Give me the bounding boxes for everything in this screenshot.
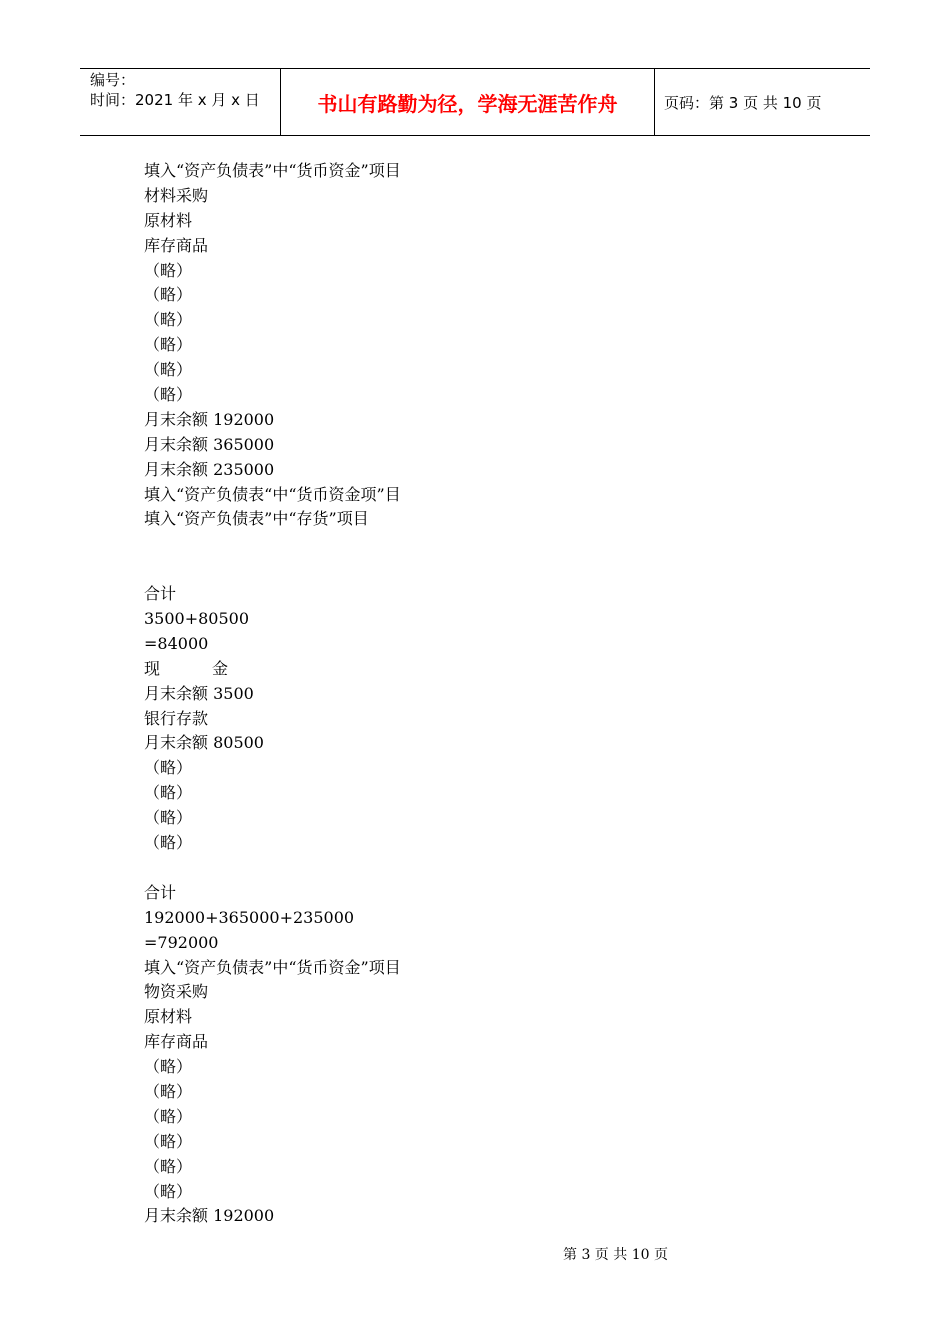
text-line [144,856,844,881]
serial-label: 编号： [90,71,136,89]
text-line: 月末余额 192000 [144,409,275,429]
text-line: 合计 [144,584,177,604]
text-line: 月末余额 365000 [144,434,275,454]
text-line: （略） [144,783,193,803]
text-line: 合计 [144,882,177,902]
text-line [144,557,844,582]
time-label: 时间：2021 年 x 月 x 日 [90,91,260,109]
text-line: 材料采购 [144,185,209,205]
text-line: 192000+365000+235000 [144,907,355,927]
text-line: （略） [144,833,193,853]
motto-text: 书山有路勤为径，学海无涯苦作舟 [317,92,618,116]
text-line: 填入“资产负债表”中“货币资金”项目 [144,957,401,977]
text-line: 3500+80500 [144,609,250,629]
text-line: 银行存款 [144,708,209,728]
document-body [144,159,844,1229]
header-info-cell [80,69,281,135]
text-line: （略） [144,1081,193,1101]
text-line: 库存商品 [144,1032,209,1052]
text-line: 填入“资产负债表”中“货币资金”项目 [144,161,401,180]
text-line: （略） [144,335,193,355]
text-line: 原材料 [144,210,193,230]
text-line: （略） [144,285,193,305]
text-line: （略） [144,310,193,330]
text-line: （略） [144,1106,193,1126]
header-page-cell [655,69,870,135]
text-line: （略） [144,758,193,778]
text-line: （略） [144,1156,193,1176]
text-line: 原材料 [144,1007,193,1027]
cash-heading-right: 金 [212,658,229,678]
text-line: （略） [144,1181,193,1201]
text-line: （略） [144,808,193,828]
page-code: 页码：第 3 页 共 10 页 [664,94,822,112]
cash-heading-left: 现 [144,658,161,678]
text-line: 月末余额 192000 [144,1206,275,1226]
text-line: =84000 [144,633,209,653]
text-line: 填入“资产负债表”中“存货”项目 [144,509,369,529]
text-line: 月末余额 80500 [144,733,264,753]
text-line: 物资采购 [144,982,209,1002]
text-line [144,532,844,557]
text-line: （略） [144,1057,193,1077]
text-line: （略） [144,385,193,405]
text-line: （略） [144,360,193,380]
page-header [80,68,870,136]
page-footer: 第 3 页 共 10 页 [563,1247,668,1263]
text-line: 月末余额 235000 [144,459,275,479]
text-line: （略） [144,260,193,280]
header-motto-cell [281,69,655,135]
text-line: 月末余额 3500 [144,683,254,703]
text-line: 填入“资产负债表“中“货币资金项”目 [144,484,401,504]
text-line: 库存商品 [144,235,209,255]
text-line: =792000 [144,932,219,952]
text-line: （略） [144,1131,193,1151]
cash-heading [144,657,844,682]
